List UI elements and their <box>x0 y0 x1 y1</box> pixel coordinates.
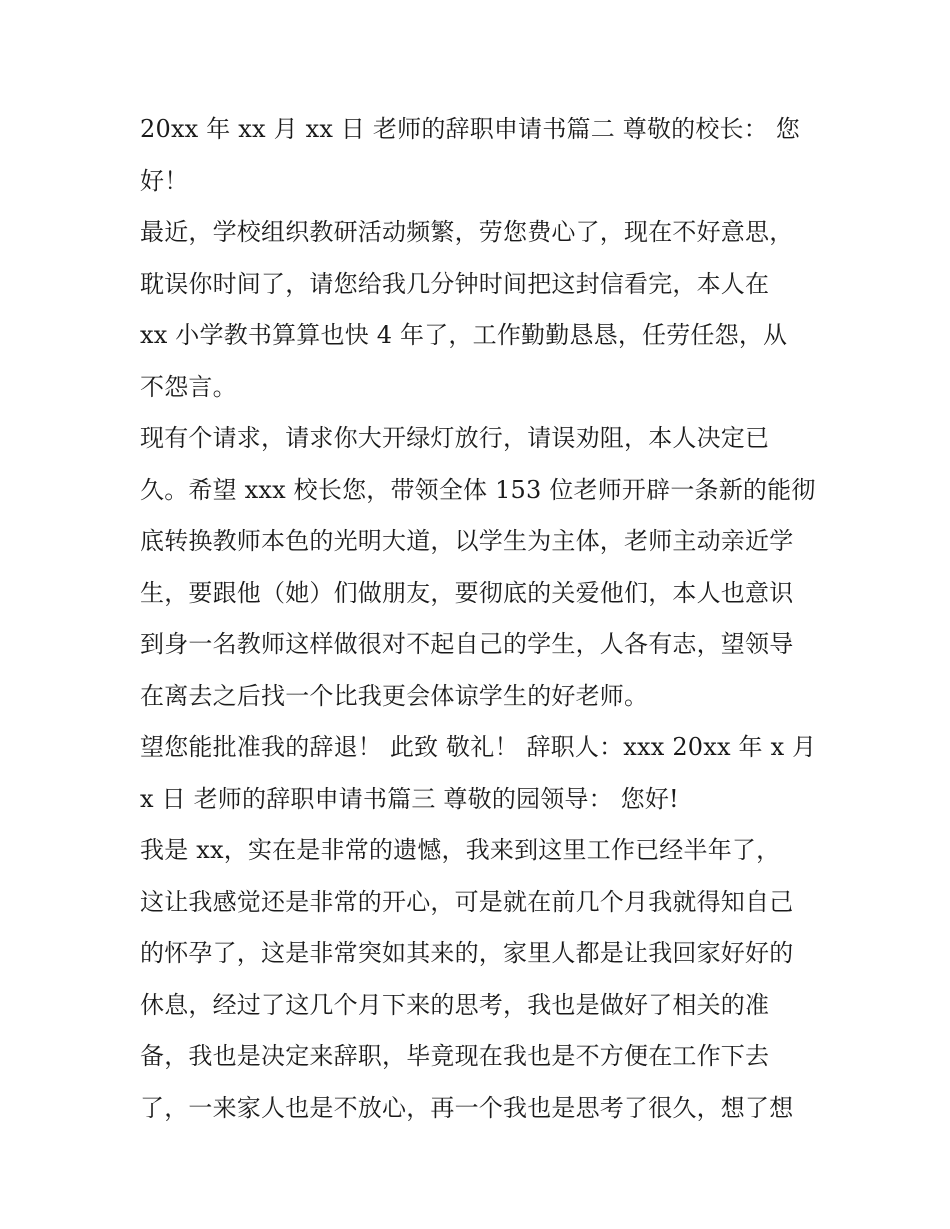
text-line: 在离去之后找一个比我更会体谅学生的好老师。 <box>140 681 649 710</box>
text-line: xx 小学教书算算也快 4 年了，工作勤勤恳恳，任劳任怨，从 <box>140 321 788 349</box>
document-body <box>140 104 820 1134</box>
text-line: 了，一来家人也是不放心，再一个我也是思考了很久，想了想 <box>140 1093 794 1122</box>
text-line: x 日 老师的辞职申请书篇三 尊敬的园领导： 您好! <box>140 784 679 813</box>
text-line: 20xx 年 xx 月 xx 日 老师的辞职申请书篇二 尊敬的校长： 您 <box>140 115 800 143</box>
text-line: 现有个请求，请求你大开绿灯放行，请误劝阻，本人决定已 <box>140 424 770 452</box>
text-line: 耽误你时间了，请您给我几分钟时间把这封信看完，本人在 <box>140 269 770 298</box>
text-line: 生，要跟他（她）们做朋友，要彻底的关爱他们，本人也意识 <box>140 578 794 607</box>
text-line: 久。希望 xxx 校长您，带领全体 153 位老师开辟一条新的能彻 <box>140 475 816 504</box>
text-line: 底转换教师本色的光明大道，以学生为主体，老师主动亲近学 <box>140 527 794 555</box>
text-line: 的怀孕了，这是非常突如其来的，家里人都是让我回家好好的 <box>140 939 794 967</box>
text-line: 望您能批准我的辞退！ 此致 敬礼！ 辞职人：xxx 20xx 年 x 月 <box>140 733 817 761</box>
text-line: 最近，学校组织教研活动频繁，劳您费心了，现在不好意思， <box>140 218 794 246</box>
text-line: 我是 xx，实在是非常的遗憾，我来到这里工作已经半年了， <box>140 836 781 864</box>
text-line: 不怨言。 <box>140 372 237 401</box>
text-line: 到身一名教师这样做很对不起自己的学生，人各有志，望领导 <box>140 630 794 658</box>
text-line: 好！ <box>140 166 189 195</box>
text-line: 休息，经过了这几个月下来的思考，我也是做好了相关的准 <box>140 990 770 1019</box>
text-line: 备，我也是决定来辞职，毕竟现在我也是不方便在工作下去 <box>140 1042 770 1070</box>
text-line: 这让我感觉还是非常的开心，可是就在前几个月我就得知自己 <box>140 887 794 916</box>
